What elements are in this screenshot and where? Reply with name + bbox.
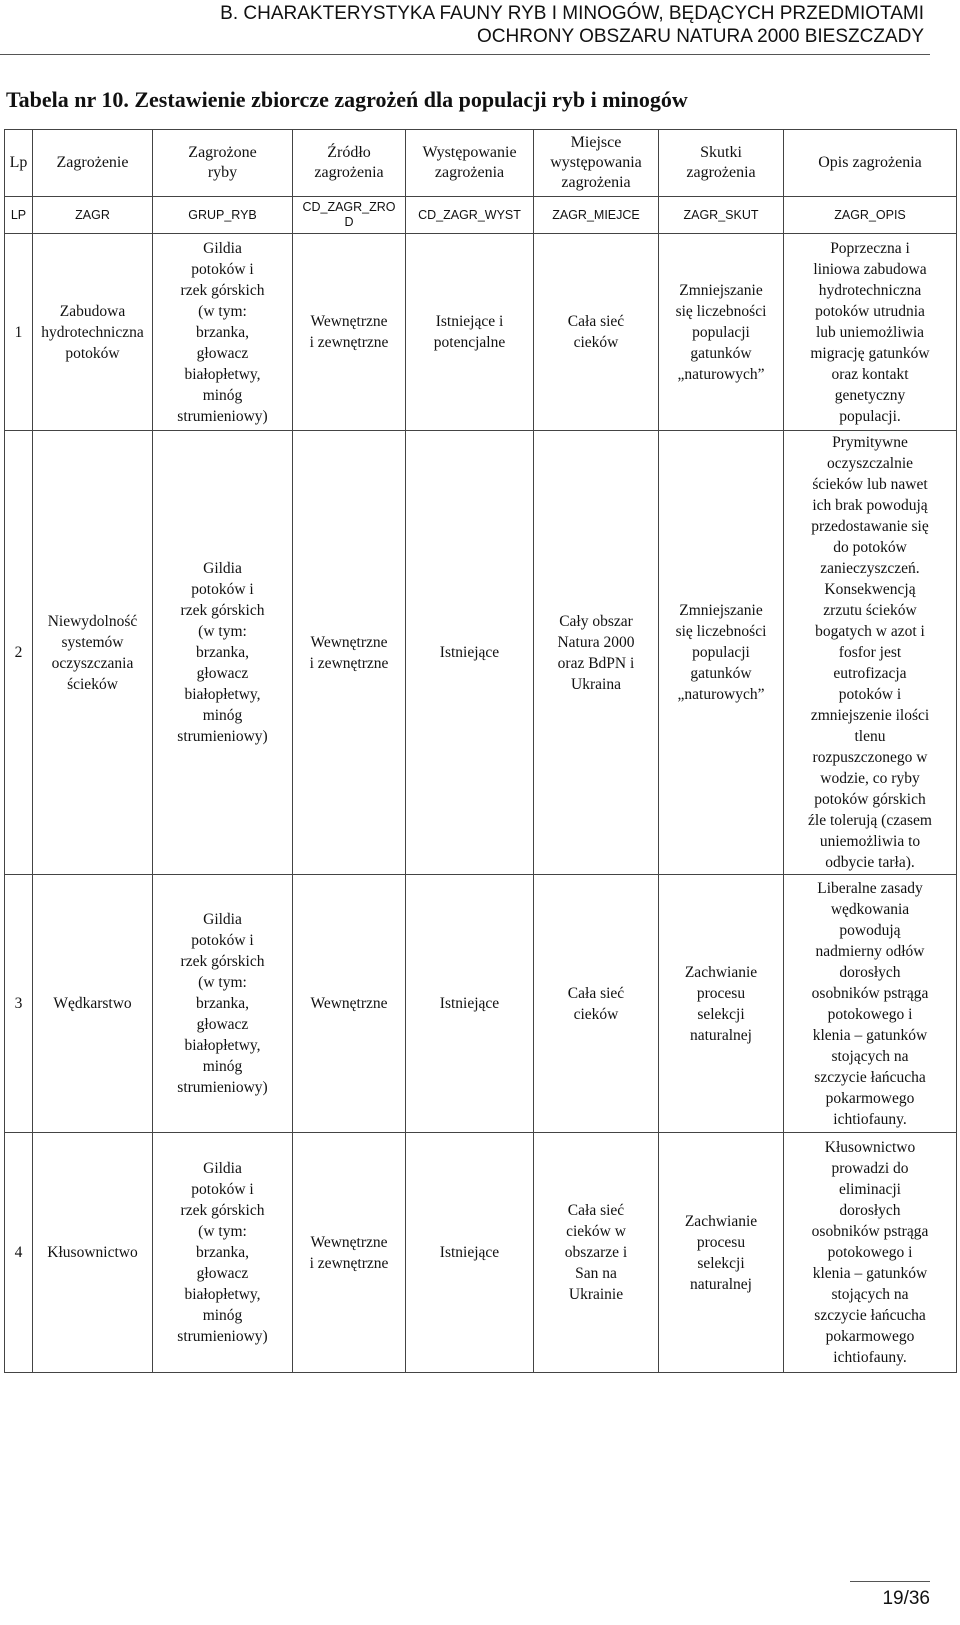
table-row xyxy=(5,234,957,431)
column-header: Zagrożenie xyxy=(33,130,153,197)
column-header: Występowanie zagrożenia xyxy=(406,130,534,197)
table-row xyxy=(5,875,957,1133)
threat-occurrence: Istniejące xyxy=(406,875,534,1133)
column-header: Opis zagrożenia xyxy=(784,130,957,197)
threat-effects: Zmniejszanie się liczebności populacji gatunków „naturowych” xyxy=(659,431,784,875)
threat-location: Cały obszar Natura 2000 oraz BdPN i Ukraina xyxy=(534,431,659,875)
threat-name: Niewydolność systemów oczyszczania ścieków xyxy=(33,431,153,875)
row-number: 3 xyxy=(5,875,33,1133)
threatened-fish: Gildia potoków i rzek górskich (w tym: brzanka, głowacz białopłetwy, minóg strumieniowy) xyxy=(153,431,293,875)
threat-effects: Zmniejszanie się liczebności populacji gatunków „naturowych” xyxy=(659,234,784,431)
threat-description: Prymitywne oczyszczalnie ścieków lub nawet ich brak powodują przedostawanie się do potoków zanieczyszczeń. Konsekwencją zrzutu ścieków bogatych w azot i fosfor jest eutrofizacja potoków i zmniejszenie ilości tlenu rozpuszczonego w wodzie, co ryby potoków górskich źle tolerują (czasem uniemożliwia to odbycie tarła). xyxy=(784,431,957,875)
column-code: CD_ZAGR_ZRO D xyxy=(293,197,406,234)
threats-table xyxy=(4,129,957,1373)
column-header: Skutki zagrożenia xyxy=(659,130,784,197)
threat-location: Cała sieć cieków xyxy=(534,234,659,431)
threat-description: Liberalne zasady wędkowania powodują nadmierny odłów dorosłych osobników pstrąga potokowego i klenia – gatunków stojących na szczycie łańcucha pokarmowego ichtiofauny. xyxy=(784,875,957,1133)
threat-name: Zabudowa hydrotechniczna potoków xyxy=(33,234,153,431)
column-code: GRUP_RYB xyxy=(153,197,293,234)
column-code: LP xyxy=(5,197,33,234)
threat-source: Wewnętrzne i zewnętrzne xyxy=(293,234,406,431)
column-header: Źródło zagrożenia xyxy=(293,130,406,197)
threatened-fish: Gildia potoków i rzek górskich (w tym: brzanka, głowacz białopłetwy, minóg strumieniowy) xyxy=(153,875,293,1133)
threat-occurrence: Istniejące xyxy=(406,431,534,875)
threatened-fish: Gildia potoków i rzek górskich (w tym: brzanka, głowacz białopłetwy, minóg strumieniowy) xyxy=(153,234,293,431)
column-code: CD_ZAGR_WYST xyxy=(406,197,534,234)
threat-effects: Zachwianie procesu selekcji naturalnej xyxy=(659,875,784,1133)
column-code: ZAGR_MIEJCE xyxy=(534,197,659,234)
code-row xyxy=(5,197,957,234)
table-row xyxy=(5,1133,957,1373)
header-line-2: OCHRONY OBSZARU NATURA 2000 BIESZCZADY xyxy=(477,26,924,47)
threat-source: Wewnętrzne i zewnętrzne xyxy=(293,431,406,875)
header-row xyxy=(5,130,957,197)
threat-occurrence: Istniejące i potencjalne xyxy=(406,234,534,431)
page-number: 19/36 xyxy=(850,1581,930,1618)
threat-name: Kłusownictwo xyxy=(33,1133,153,1373)
document-header xyxy=(220,2,924,48)
header-line-1: B. CHARAKTERYSTYKA FAUNY RYB I MINOGÓW, BĘDĄCYCH PRZEDMIOTAMI xyxy=(220,3,924,24)
threat-name: Wędkarstwo xyxy=(33,875,153,1133)
row-number: 1 xyxy=(5,234,33,431)
table-row xyxy=(5,431,957,875)
table-title: Tabela nr 10. Zestawienie zbiorcze zagrożeń dla populacji ryb i minogów xyxy=(6,87,688,112)
threat-location: Cała sieć cieków w obszarze i San na Ukrainie xyxy=(534,1133,659,1373)
threat-description: Kłusownictwo prowadzi do eliminacji dorosłych osobników pstrąga potokowego i klenia – gatunków stojących na szczycie łańcucha pokarmowego ichtiofauny. xyxy=(784,1133,957,1373)
column-code: ZAGR xyxy=(33,197,153,234)
threat-location: Cała sieć cieków xyxy=(534,875,659,1133)
threat-source: Wewnętrzne i zewnętrzne xyxy=(293,1133,406,1373)
threat-effects: Zachwianie procesu selekcji naturalnej xyxy=(659,1133,784,1373)
threat-source: Wewnętrzne xyxy=(293,875,406,1133)
threatened-fish: Gildia potoków i rzek górskich (w tym: brzanka, głowacz białopłetwy, minóg strumieniowy) xyxy=(153,1133,293,1373)
row-number: 2 xyxy=(5,431,33,875)
column-header: Miejsce występowania zagrożenia xyxy=(534,130,659,197)
threat-occurrence: Istniejące xyxy=(406,1133,534,1373)
column-header: Lp xyxy=(5,130,33,197)
column-code: ZAGR_OPIS xyxy=(784,197,957,234)
header-divider xyxy=(0,54,930,55)
column-code: ZAGR_SKUT xyxy=(659,197,784,234)
row-number: 4 xyxy=(5,1133,33,1373)
column-header: Zagrożone ryby xyxy=(153,130,293,197)
threat-description: Poprzeczna i liniowa zabudowa hydrotechniczna potoków utrudnia lub uniemożliwia migrację gatunków oraz kontakt genetyczny populacji. xyxy=(784,234,957,431)
